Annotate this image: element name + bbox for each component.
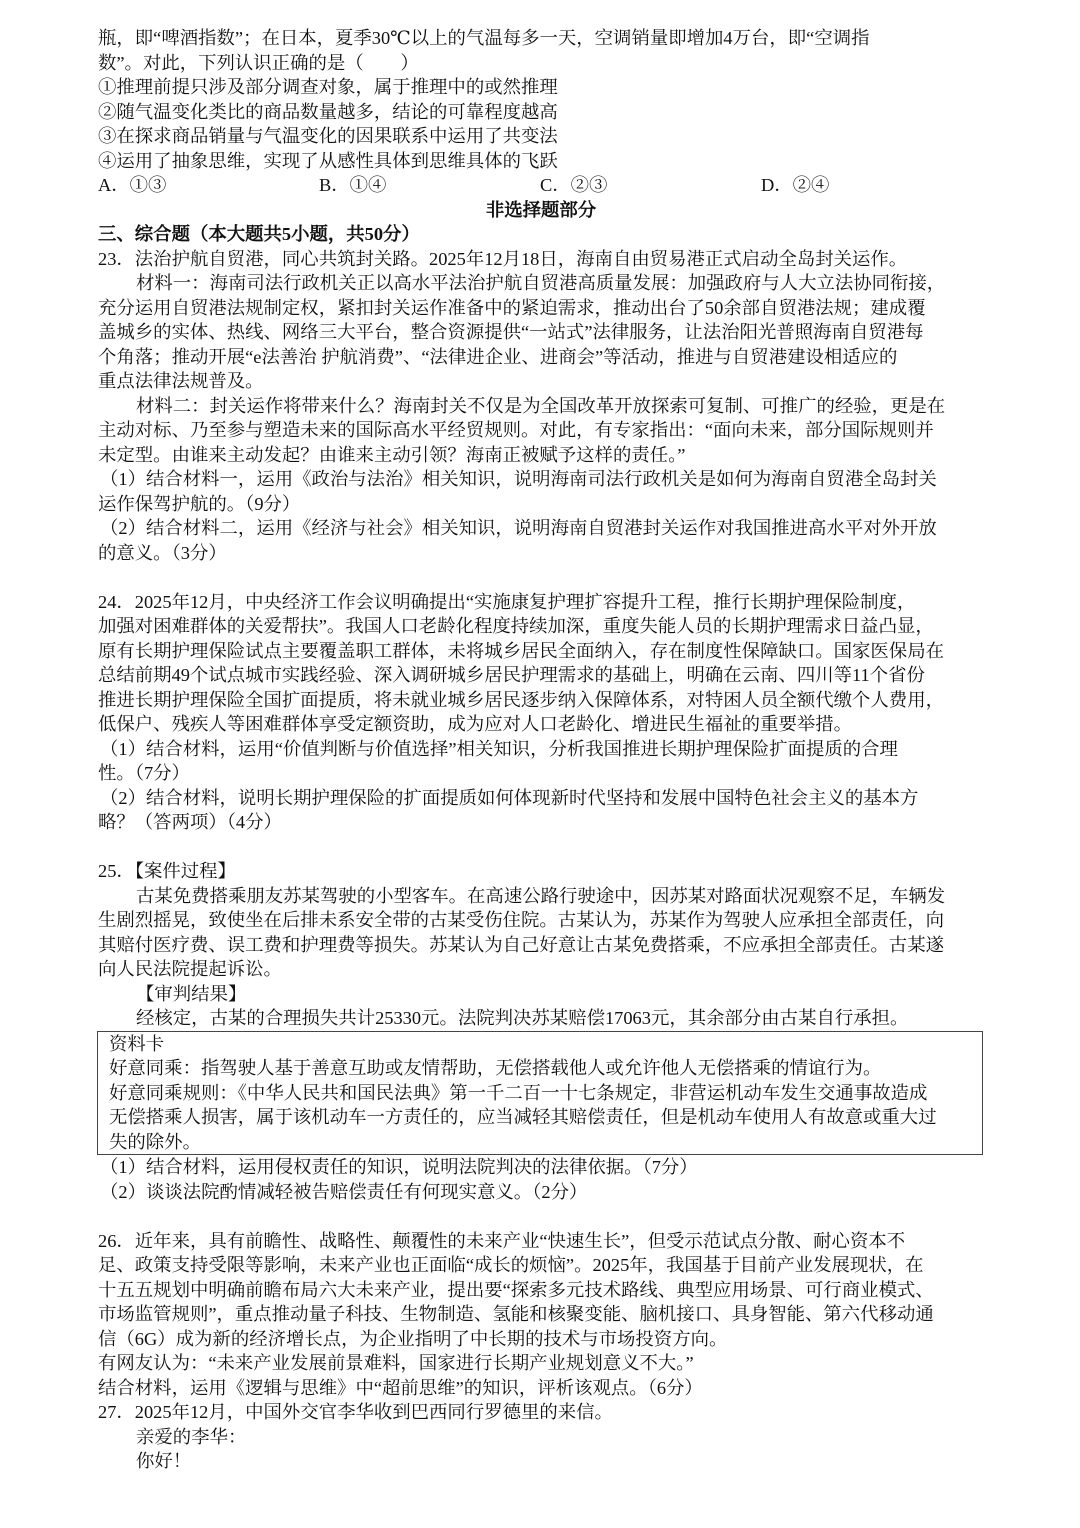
text-line: 【审判结果】	[136, 983, 247, 1004]
text-line: 总结前期49个试点城市实践经验、深入调研城乡居民护理需求的基础上，明确在云南、四川等11个省份	[98, 665, 925, 685]
text-line: 瓶，即“啤酒指数”；在日本，夏季30℃以上的气温每多一天，空调销量即增加4万台，即“空调指	[98, 28, 870, 48]
text-line: 经核定，古某的合理损失共计25330元。法院判决苏某赔偿17063元，其余部分由古某自行承担。	[136, 1008, 909, 1028]
answer-option: D．②④	[761, 175, 830, 195]
text-line: ②随气温变化类比的商品数量越多，结论的可靠程度越高	[98, 101, 558, 122]
text-line: 推进长期护理保险全国扩面提质，将未就业城乡居民逐步纳入保障体系，对特困人员全额代缴个人费用，	[98, 689, 944, 710]
text-line: ①推理前提只涉及部分调查对象，属于推理中的或然推理	[98, 77, 558, 97]
text-line: 重点法律法规普及。	[98, 371, 264, 391]
sub-question-line: （2）结合材料，说明长期护理保险的扩面提质如何体现新时代坚持和发展中国特色社会主义的基本方	[100, 787, 919, 808]
text-line: 足、政策支持受限等影响，未来产业也正面临“成长的烦恼”。2025年，我国基于目前产业发展现状，在	[98, 1255, 924, 1275]
blank-line	[98, 565, 984, 590]
text-line: 市场监管规则”，重点推动量子科技、生物制造、氢能和核聚变能、脑机接口、具身智能、第六代移动通	[98, 1304, 934, 1324]
answer-option: C．②③	[540, 175, 608, 195]
text-line: 性。（7分）	[98, 763, 190, 783]
sub-question-line: （1）结合材料一，运用《政治与法治》相关知识，说明海南司法行政机关是如何为海南自贸港全岛封关	[100, 469, 937, 489]
text-line: 向人民法院提起诉讼。	[98, 959, 282, 979]
text-line: 26．近年来，具有前瞻性、战略性、颠覆性的未来产业“快速生长”，但受示范试点分散、耐心资本不	[98, 1230, 906, 1251]
text-line: 原有长期护理保险试点主要覆盖职工群体，未将城乡居民全面纳入，存在制度性保障缺口。国家医保局在	[98, 640, 944, 661]
answer-options	[98, 173, 984, 198]
info-card-box	[97, 1031, 983, 1156]
text-line: 24．2025年12月，中央经济工作会议明确提出“实施康复护理扩容提升工程，推行长期护理保险制度，	[98, 591, 916, 612]
text-line: 有网友认为：“未来产业发展前景难料，国家进行长期产业规划意义不大。”	[98, 1353, 694, 1373]
text-line: 数”。对此，下列认识正确的是（ ）	[98, 52, 419, 73]
text-line: 材料二：封关运作将带来什么？海南封关不仅是为全国改革开放探索可复制、可推广的经验，更是在	[136, 395, 946, 416]
info-card-line: 好意同乘：指驾驶人基于善意互助或友情帮助，无偿搭载他人或允许他人无偿搭乘的情谊行为。	[109, 1058, 882, 1078]
text-line: 生剧烈摇晃，致使坐在后排未系安全带的古某受伤住院。古某认为，苏某作为驾驶人应承担全部责任，向	[98, 910, 944, 930]
text-line: 主动对标、乃至参与塑造未来的国际高水平经贸规则。对此，有专家指出：“面向未来，部分国际规则并	[98, 420, 934, 440]
text-line: 古某免费搭乘朋友苏某驾驶的小型客车。在高速公路行驶途中，因苏某对路面状况观察不足，车辆发	[136, 885, 946, 906]
text-line: 27．2025年12月，中国外交官李华收到巴西同行罗德里的来信。	[98, 1402, 613, 1422]
text-line: 的意义。（3分）	[98, 542, 227, 563]
sub-question-line: （2）谈谈法院酌情减轻被告赔偿责任有何现实意义。（2分）	[100, 1181, 588, 1202]
text-line: 结合材料，运用《逻辑与思维》中“超前思维”的知识，评析该观点。（6分）	[98, 1377, 703, 1398]
text-line: 个角落；推动开展“e法善治 护航消费”、“法律进企业、进商会”等活动，推进与自贸港建设相适应的	[98, 346, 898, 367]
text-line: 运作保驾护航的。（9分）	[98, 493, 301, 514]
text-line: 23．法治护航自贸港，同心共筑封关路。2025年12月18日，海南自由贸易港正式启动全岛封关运作。	[98, 248, 908, 269]
text-line: 材料一：海南司法行政机关正以高水平法治护航自贸港高质量发展：加强政府与人大立法协同衔接，	[136, 273, 946, 293]
blank-line	[98, 1204, 984, 1229]
text-line: 你好！	[136, 1451, 192, 1471]
answer-option: A．①③	[98, 175, 167, 195]
text-line: 十五五规划中明确前瞻布局六大未来产业，提出要“探索多元技术路线、典型应用场景、可行商业模式、	[98, 1279, 934, 1300]
sub-question-line: （1）结合材料，运用侵权责任的知识，说明法院判决的法律依据。（7分）	[100, 1157, 698, 1177]
text-line: 未定型。由谁来主动发起？由谁来主动引领？海南正被赋予这样的责任。”	[98, 444, 686, 465]
info-card-line: 失的除外。	[109, 1131, 201, 1152]
text-line: 加强对困难群体的关爱帮扶”。我国人口老龄化程度持续加深，重度失能人员的长期护理需求日益凸显，	[98, 616, 934, 636]
text-line: 信（6G）成为新的经济增长点，为企业指明了中长期的技术与市场投资方向。	[98, 1328, 728, 1349]
text-line: 略？（答两项）（4分）	[98, 812, 282, 832]
text-line: 充分运用自贸港法规制定权，紧扣封关运作准备中的紧迫需求，推动出台了50余部自贸港法规；建成覆	[98, 297, 926, 318]
text-line: 其赔付医疗费、误工费和护理费等损失。苏某认为自己好意让古某免费搭乘，不应承担全部责任。古某遂	[98, 934, 944, 955]
text-line: 亲爱的李华：	[136, 1426, 247, 1447]
info-card-title: 资料卡	[109, 1033, 165, 1054]
text-line: 低保户、残疾人等困难群体享受定额资助，成为应对人口老龄化、增进民生福祉的重要举措。	[98, 714, 853, 734]
sub-question-line: （2）结合材料二，运用《经济与社会》相关知识，说明海南自贸港封关运作对我国推进高水平对外开放	[100, 518, 937, 538]
info-card-line: 好意同乘规则：《中华人民共和国民法典》第一千二百一十七条规定，非营运机动车发生交通事故造成	[109, 1082, 928, 1103]
text-line: ④运用了抽象思维，实现了从感性具体到思维具体的飞跃	[98, 150, 558, 171]
text-line: ③在探求商品销量与气温变化的因果联系中运用了共变法	[98, 126, 558, 146]
answer-option: B．①④	[319, 175, 387, 195]
sub-question-line: （1）结合材料，运用“价值判断与价值选择”相关知识，分析我国推进长期护理保险扩面提质的合理	[100, 738, 898, 759]
section-heading: 非选择题部分	[485, 199, 597, 220]
info-card-line: 无偿搭乘人损害，属于该机动车一方责任的，应当减轻其赔偿责任，但是机动车使用人有故意或重大过	[109, 1107, 937, 1127]
text-line: 25．【案件过程】	[98, 861, 236, 881]
blank-line	[98, 835, 984, 860]
exam-page	[98, 26, 984, 1474]
text-line: 盖城乡的实体、热线、网络三大平台，整合资源提供“一站式”法律服务，让法治阳光普照海南自贸港每	[98, 322, 924, 342]
part-heading: 三、综合题（本大题共5小题，共50分）	[98, 224, 420, 244]
